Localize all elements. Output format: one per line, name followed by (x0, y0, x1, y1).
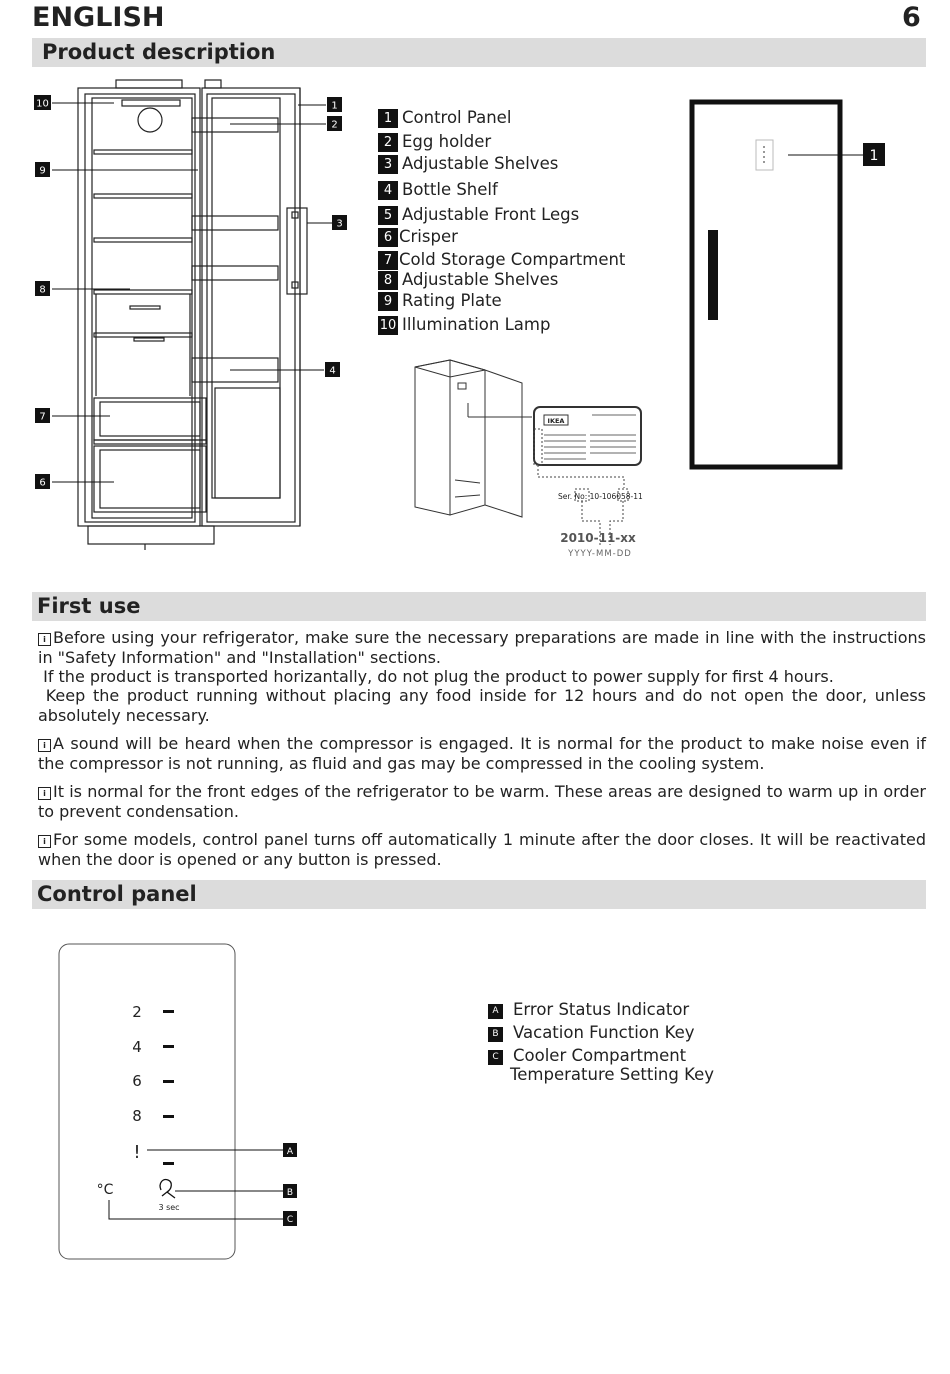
section-title: Product description (42, 40, 276, 64)
callout-7 (35, 408, 50, 423)
section-header-product-description (32, 38, 926, 67)
legend-number: 10 (379, 318, 397, 333)
legend-label: Bottle Shelf (402, 180, 498, 199)
temperature-key[interactable]: °C (96, 1182, 114, 1198)
level-indicator-2 (163, 1010, 174, 1013)
serial-number: Ser. No: 10-106058-11 (558, 492, 643, 501)
legend-label: Illumination Lamp (402, 315, 551, 334)
callout-4 (325, 362, 340, 377)
callout-8 (35, 281, 50, 296)
key-legend-C (488, 1046, 686, 1065)
info-icon: i (38, 835, 51, 848)
legend-label: Adjustable Shelves (402, 270, 559, 289)
svg-text:9: 9 (39, 165, 46, 177)
date-format: YYYY-MM-DD (568, 549, 632, 559)
legend-number: 2 (378, 133, 398, 152)
callout-3 (332, 215, 347, 230)
first-use-paragraph-4: i A sound will be heard when the compressor is engaged. It is normal for the product to make noise even if the compressor is not running, as fluid and gas may be compressed in the cooling system. (38, 734, 926, 773)
legend-number: 9 (378, 292, 398, 311)
door-handle (708, 230, 718, 320)
legend-number: 6 (378, 228, 398, 247)
key-label: Error Status Indicator (513, 1000, 690, 1019)
section-title: Control panel (37, 882, 197, 906)
legend-item-adjustable-shelves (378, 154, 558, 174)
legend-label: Cold Storage Compartment (399, 250, 626, 269)
control-panel-diagram (55, 940, 305, 1265)
rating-plate-location-diagram (410, 355, 650, 565)
legend-label: Adjustable Front Legs (402, 205, 580, 224)
key-label: Vacation Function Key (513, 1023, 695, 1042)
legend-label: Rating Plate (402, 291, 502, 310)
key-letter: B (488, 1027, 503, 1042)
first-use-paragraph-6: i For some models, control panel turns off automatically 1 minute after the door closes. It will be reactivated when the door is opened or any button is pressed. (38, 830, 926, 869)
legend-item-rating-plate (378, 291, 502, 311)
page-number: 6 (902, 2, 921, 33)
level-indicator-4 (163, 1045, 174, 1048)
section-header-first-use (32, 592, 926, 621)
svg-text:6: 6 (39, 477, 46, 489)
legend-number: 8 (378, 271, 398, 290)
legend-number: 1 (378, 109, 398, 128)
svg-text:7: 7 (39, 411, 46, 423)
svg-text:10: 10 (36, 98, 49, 110)
callout-10 (34, 95, 51, 110)
key-letter: C (488, 1050, 503, 1065)
svg-text:1: 1 (869, 148, 879, 164)
legend-item-illumination-lamp (378, 315, 550, 335)
legend-item-crisper (378, 227, 458, 247)
section-header-control-panel (32, 880, 926, 909)
legend-number: 3 (378, 155, 398, 174)
level-label-8: 8 (132, 1107, 142, 1125)
level-label-2: 2 (132, 1003, 142, 1021)
svg-text:4: 4 (329, 365, 336, 377)
key-legend-A (488, 1000, 689, 1019)
level-indicator-6 (163, 1080, 174, 1083)
language-heading: ENGLISH (32, 2, 165, 33)
first-use-paragraph-3: Keep the product running without placing any food inside for 12 hours and do not open the door, unless absolutely necessary. (38, 686, 926, 725)
info-icon: i (38, 739, 51, 752)
legend-label: Crisper (399, 227, 458, 246)
legend-number: 7 (378, 251, 398, 270)
fridge-interior-diagram (30, 78, 360, 553)
legend-label: Control Panel (402, 108, 512, 127)
callout-6 (35, 474, 50, 489)
legend-item-adjustable-shelves-2 (378, 270, 558, 290)
key-legend-B (488, 1023, 695, 1042)
fridge-front-diagram (680, 90, 910, 480)
callout-1 (327, 97, 342, 112)
first-use-paragraph-5: i It is normal for the front edges of the refrigerator to be warm. These areas are designed to warm up in order to prevent condensation. (38, 782, 926, 821)
svg-text:C: C (286, 1215, 294, 1225)
svg-text:A: A (286, 1147, 294, 1157)
callout-B (283, 1184, 297, 1198)
level-label-4: 4 (132, 1038, 142, 1056)
legend-number: 5 (378, 206, 398, 225)
first-use-paragraph-2: If the product is transported horizantally, do not plug the product to power supply for first 4 hours. (43, 667, 834, 686)
callout-C (283, 1211, 297, 1226)
legend-item-control-panel (378, 108, 511, 128)
svg-text:2: 2 (331, 119, 338, 131)
callout-A (283, 1143, 297, 1157)
rating-plate-label (534, 407, 641, 465)
svg-text:3: 3 (336, 218, 343, 230)
level-indicator-8 (163, 1115, 174, 1118)
legend-label: Egg holder (402, 132, 492, 151)
legend-item-bottle-shelf (378, 180, 498, 200)
section-title: First use (37, 594, 141, 618)
level-label-6: 6 (132, 1072, 142, 1090)
error-status-indicator (163, 1162, 174, 1165)
info-icon: i (38, 787, 51, 800)
callout-2 (327, 116, 342, 131)
legend-item-front-legs (378, 205, 579, 225)
svg-text:1: 1 (331, 100, 338, 112)
legend-item-egg-holder (378, 132, 491, 152)
callout-1-front (863, 143, 885, 166)
legend-item-cold-storage (378, 250, 625, 270)
error-symbol: ! (133, 1142, 141, 1163)
date-example: 2010-11-xx (560, 531, 636, 545)
svg-text:B: B (286, 1188, 294, 1198)
svg-text:8: 8 (39, 284, 46, 296)
info-icon: i (38, 633, 51, 646)
key-label: Cooler Compartment (513, 1046, 687, 1065)
legend-label: Adjustable Shelves (402, 154, 559, 173)
key-letter: A (488, 1004, 503, 1019)
first-use-paragraph-1: i Before using your refrigerator, make sure the necessary preparations are made in line with the instructions in "Safety Information" and "Installation" sections. (38, 628, 926, 667)
rating-plate-brand: IKEA (547, 417, 565, 425)
legend-number: 4 (378, 181, 398, 200)
callout-9 (35, 162, 50, 177)
key-legend-C-line2: Temperature Setting Key (510, 1065, 715, 1084)
hold-duration-label: 3 sec (158, 1203, 180, 1212)
